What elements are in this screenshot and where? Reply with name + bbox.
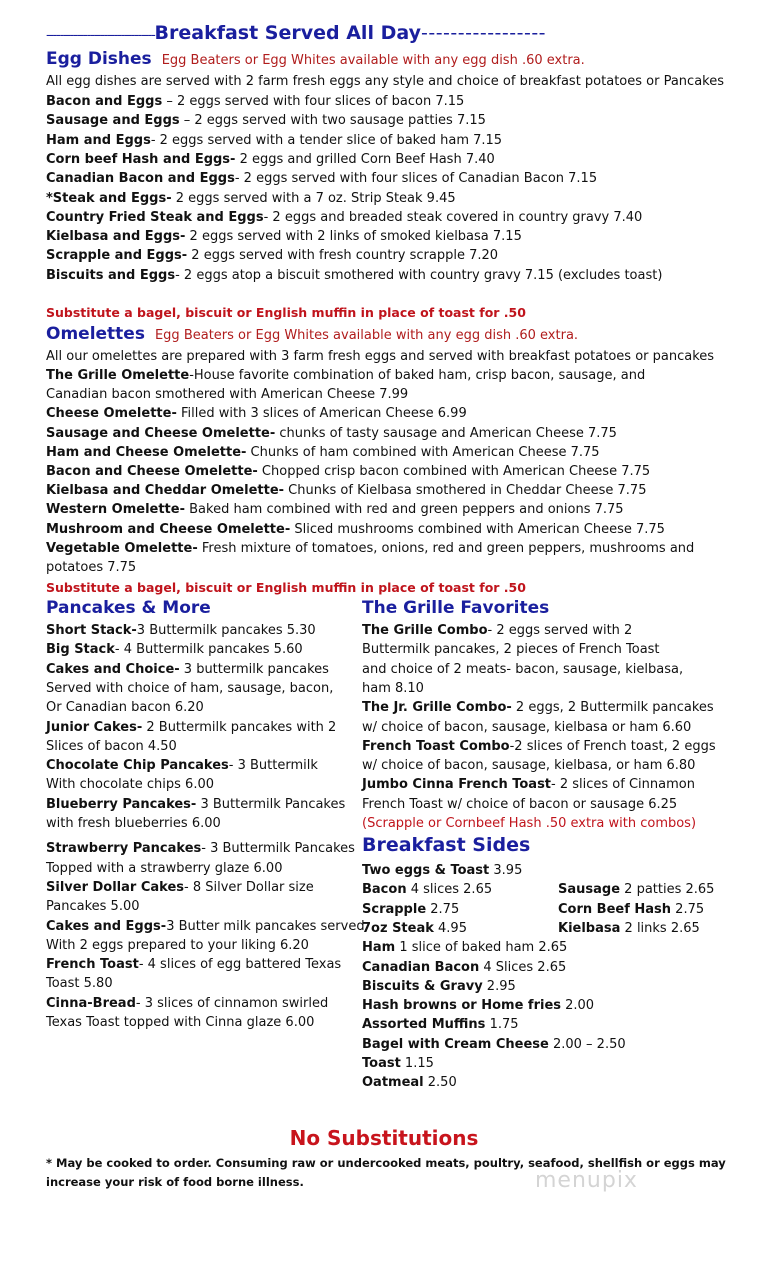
item-description: Chopped crisp bacon combined with American Cheese 7.75: [257, 464, 651, 479]
menu-item: [46, 227, 522, 246]
item-name: 7oz Steak: [362, 920, 434, 936]
menu-item: [46, 366, 645, 385]
item-name: Sausage and Cheese Omelette-: [46, 425, 276, 441]
section-title-egg-dishes: Egg Dishes: [46, 49, 152, 69]
item-description: With chocolate chips 6.00: [46, 777, 214, 793]
menu-item: [46, 189, 456, 208]
menu-item: [46, 246, 498, 265]
item-description: Toast 5.80: [46, 976, 113, 992]
item-name: French Toast Combo: [362, 738, 510, 754]
side-item: [362, 958, 566, 977]
item-description: Sliced mushrooms combined with American Cheese 7.75: [290, 521, 665, 537]
item-name: Kielbasa and Cheddar Omelette-: [46, 483, 285, 499]
title-text: Breakfast Served All Day: [154, 22, 421, 44]
menu-item-continued: [46, 558, 136, 577]
page-title: [46, 22, 726, 44]
egg-dishes-header: [46, 50, 585, 70]
side-item: [362, 880, 492, 899]
item-description: 4.95: [433, 920, 467, 936]
item-description: 4 Slices 2.65: [479, 959, 567, 975]
item-name: Jumbo Cinna French Toast: [362, 777, 552, 793]
menu-item: [46, 500, 624, 519]
menu-item-continued: [46, 1013, 314, 1032]
side-item: [362, 919, 467, 938]
menu-item: [46, 404, 467, 423]
egg-dishes-note: Egg Beaters or Egg Whites available with any egg dish .60 extra.: [161, 53, 585, 68]
item-description: 3 Buttermilk pancakes 5.30: [136, 623, 316, 638]
menu-item-continued: [362, 660, 683, 679]
item-name: Corn Beef Hash: [558, 901, 672, 917]
menu-item: [46, 131, 502, 150]
side-item: [362, 1035, 626, 1054]
menu-item-continued: [46, 814, 221, 833]
side-item: [558, 900, 704, 919]
section-title-breakfast-sides: Breakfast Sides: [362, 834, 531, 856]
menu-item: [46, 169, 597, 188]
item-description: 2 eggs served with 2 links of smoked kielbasa 7.15: [185, 229, 522, 245]
item-name: Sausage and Eggs: [46, 113, 180, 129]
item-name: *Steak and Eggs-: [46, 190, 172, 206]
menu-item-continued: [46, 936, 309, 955]
item-name: Chocolate Chip Pancakes: [46, 758, 229, 774]
menupix-watermark: menupix: [535, 1168, 638, 1193]
item-description: chunks of tasty sausage and American Cheese 7.75: [275, 425, 617, 441]
item-description: - 4 slices of egg battered Texas: [138, 957, 342, 973]
item-name: Western Omelette-: [46, 502, 185, 518]
item-name: Country Fried Steak and Eggs: [46, 209, 264, 225]
item-name: Canadian Bacon and Eggs: [46, 171, 235, 187]
item-description: 3 Butter milk pancakes served: [166, 918, 365, 934]
menu-item: [46, 150, 495, 169]
item-name: Oatmeal: [362, 1075, 424, 1091]
menu-item-continued: [362, 679, 424, 698]
item-description: Texas Toast topped with Cinna glaze 6.00: [46, 1015, 315, 1030]
item-description: Buttermilk pancakes, 2 pieces of French Toast: [362, 642, 660, 658]
omelettes-header: [46, 325, 578, 345]
item-name: The Jr. Grille Combo-: [362, 700, 512, 716]
side-item: [362, 861, 522, 880]
egg-dishes-intro: All egg dishes are served with 2 farm fresh eggs any style and choice of breakfast potatoes or Pancakes: [46, 74, 724, 89]
item-name: The Grille Combo: [362, 623, 488, 638]
title-dashes-left: --------------------------------: [46, 28, 155, 43]
menu-item: [46, 917, 365, 936]
item-name: French Toast: [46, 957, 139, 973]
item-description: 2.00 – 2.50: [548, 1036, 626, 1052]
menu-item-continued: [362, 795, 677, 814]
side-item: [558, 880, 714, 899]
item-description: - 2 eggs served with a tender slice of baked ham 7.15: [150, 132, 503, 148]
item-name: Cakes and Eggs-: [46, 918, 167, 934]
side-item: [362, 996, 594, 1015]
menu-item: [46, 208, 642, 227]
item-description: 2.75: [671, 901, 705, 917]
item-name: Canadian Bacon: [362, 959, 480, 975]
menu-item: [46, 839, 355, 858]
item-description: 2 Buttermilk pancakes with 2: [142, 719, 337, 735]
side-item: [362, 1073, 457, 1092]
menu-item: [362, 698, 714, 717]
item-description: With 2 eggs prepared to your liking 6.20: [46, 937, 309, 953]
item-name: Junior Cakes-: [46, 719, 143, 735]
item-description: Chunks of ham combined with American Cheese 7.75: [246, 444, 600, 460]
item-description: 1 slice of baked ham 2.65: [395, 940, 568, 956]
menu-item: [362, 775, 695, 794]
item-description: - 2 slices of Cinnamon: [551, 777, 695, 793]
item-name: Kielbasa and Eggs-: [46, 229, 186, 245]
item-name: Scrapple: [362, 901, 427, 917]
menu-item: [46, 878, 314, 897]
item-name: Biscuits and Eggs: [46, 267, 176, 283]
menu-item: [46, 443, 600, 462]
item-description: and choice of 2 meats- bacon, sausage, kielbasa,: [362, 661, 684, 677]
menu-item: [46, 640, 303, 659]
item-name: Cinna-Bread: [46, 995, 136, 1011]
item-description: 2 eggs, 2 Buttermilk pancakes: [511, 700, 714, 716]
item-description: - 2 eggs served with four slices of Canadian Bacon 7.15: [234, 171, 598, 187]
menu-item: [46, 424, 617, 443]
menu-item-continued: [46, 859, 282, 878]
item-description: 2.00: [561, 998, 595, 1014]
item-description: potatoes 7.75: [46, 560, 137, 575]
item-description: with fresh blueberries 6.00: [46, 816, 221, 831]
menu-item: [46, 621, 316, 640]
item-name: Bacon and Eggs: [46, 94, 163, 109]
item-description: - 3 Buttermilk: [228, 758, 318, 774]
item-description: -House favorite combination of baked ham, crisp bacon, sausage, and: [189, 368, 646, 383]
item-description: 2.95: [482, 978, 516, 994]
item-description: - 2 eggs and breaded steak covered in country gravy 7.40: [263, 209, 643, 225]
item-name: Biscuits & Gravy: [362, 978, 483, 994]
disclaimer-line-2: increase your risk of food borne illness.: [46, 1175, 304, 1189]
item-description: 2 eggs and grilled Corn Beef Hash 7.40: [235, 151, 495, 167]
item-name: Toast: [362, 1056, 401, 1071]
item-description: w/ choice of bacon, sausage, kielbasa or ham 6.60: [362, 719, 692, 735]
item-name: Silver Dollar Cakes: [46, 879, 185, 895]
disclaimer-line-1: * May be cooked to order. Consuming raw or undercooked meats, poultry, seafood, shellfish or eggs may: [46, 1156, 726, 1170]
item-description: - 3 Buttermilk Pancakes: [201, 841, 355, 857]
item-description: -2 slices of French toast, 2 eggs: [509, 738, 716, 754]
item-description: Topped with a strawberry glaze 6.00: [46, 860, 283, 876]
section-title-omelettes: Omelettes: [46, 324, 145, 344]
item-description: 2.50: [423, 1075, 457, 1091]
item-name: Big Stack: [46, 642, 115, 658]
side-item: [362, 1015, 519, 1034]
menu-item: [46, 955, 341, 974]
item-name: Bacon and Cheese Omelette-: [46, 464, 258, 479]
menu-item: [46, 718, 336, 737]
item-description: - 8 Silver Dollar size: [184, 879, 314, 895]
item-description: - 3 slices of cinnamon swirled: [135, 995, 329, 1011]
item-description: 4 slices 2.65: [406, 882, 493, 898]
item-description: ham 8.10: [362, 680, 424, 696]
side-item: [558, 919, 700, 938]
section-title-pancakes: Pancakes & More: [46, 598, 211, 618]
menu-item-continued: [362, 718, 691, 737]
item-name: Assorted Muffins: [362, 1017, 486, 1033]
item-name: The Grille Omelette: [46, 368, 190, 383]
item-name: Ham and Cheese Omelette-: [46, 444, 247, 460]
omelettes-intro: All our omelettes are prepared with 3 farm fresh eggs and served with breakfast potatoes or pancakes: [46, 349, 715, 364]
menu-item: [46, 111, 486, 130]
menu-item-continued: [46, 698, 204, 717]
item-description: Canadian bacon smothered with American Cheese 7.99: [46, 387, 409, 403]
menu-item-continued: [46, 974, 113, 993]
item-name: Bagel with Cream Cheese: [362, 1036, 549, 1052]
side-item: [362, 900, 459, 919]
item-description: 3 buttermilk pancakes: [179, 661, 329, 677]
side-item: [362, 938, 567, 957]
item-description: 3.95: [489, 863, 523, 878]
no-substitutions-heading: No Substitutions: [289, 1126, 479, 1150]
item-description: 2 eggs served with fresh country scrapple 7.20: [187, 248, 499, 264]
menu-item: [46, 994, 328, 1013]
item-description: - 2 eggs atop a biscuit smothered with country gravy 7.15 (excludes toast): [175, 267, 663, 283]
item-name: Bacon: [362, 882, 407, 898]
egg-dishes-substitute-note: Substitute a bagel, biscuit or English muffin in place of toast for .50: [46, 305, 526, 320]
item-description: Chunks of Kielbasa smothered in Cheddar Cheese 7.75: [284, 483, 647, 499]
menu-item: [46, 481, 646, 500]
item-name: Scrapple and Eggs-: [46, 248, 188, 264]
item-name: Strawberry Pancakes: [46, 841, 202, 857]
item-description: w/ choice of bacon, sausage, kielbasa, or ham 6.80: [362, 758, 696, 774]
sides-header: [362, 836, 530, 857]
grille-favorites-header: [362, 599, 549, 619]
side-item: [362, 977, 516, 996]
menu-item: [46, 92, 464, 111]
item-name: Ham and Eggs: [46, 132, 151, 148]
item-description: 2 eggs served with a 7 oz. Strip Steak 9.45: [171, 190, 456, 206]
menu-item: [46, 520, 665, 539]
omelettes-substitute-note: Substitute a bagel, biscuit or English muffin in place of toast for .50: [46, 580, 526, 595]
menu-item-continued: [46, 775, 214, 794]
menu-item-continued: [46, 679, 333, 698]
item-description: - 4 Buttermilk pancakes 5.60: [114, 642, 303, 658]
item-description: 2 links 2.65: [620, 920, 700, 936]
item-description: 3 Buttermilk Pancakes: [196, 796, 346, 812]
item-description: 1.15: [400, 1056, 434, 1071]
item-name: Kielbasa: [558, 920, 621, 936]
item-name: Cakes and Choice-: [46, 661, 180, 677]
item-name: Cheese Omelette-: [46, 406, 177, 422]
side-item: [362, 1054, 434, 1073]
item-name: Two eggs & Toast: [362, 863, 490, 878]
item-name: Short Stack-: [46, 623, 137, 638]
item-description: - 2 eggs served with 2: [487, 623, 633, 638]
menu-item-continued: [46, 385, 408, 404]
menu-item-continued: [46, 897, 140, 916]
item-name: Sausage: [558, 882, 621, 898]
item-description: Slices of bacon 4.50: [46, 738, 177, 754]
menu-item: [362, 737, 716, 756]
item-description: 2 patties 2.65: [620, 882, 715, 898]
item-description: Or Canadian bacon 6.20: [46, 700, 204, 716]
item-description: Served with choice of ham, sausage, bacon,: [46, 680, 334, 696]
item-description: French Toast w/ choice of bacon or sausage 6.25: [362, 796, 678, 812]
title-dashes-right: -----------------: [420, 22, 547, 44]
menu-item: [46, 539, 694, 558]
menu-item: [46, 266, 662, 285]
section-title-grille-favorites: The Grille Favorites: [362, 598, 550, 618]
menu-item: [46, 756, 318, 775]
menu-item-continued: [362, 640, 660, 659]
item-description: Baked ham combined with red and green peppers and onions 7.75: [184, 502, 624, 518]
item-name: Vegetable Omelette-: [46, 540, 198, 556]
item-description: Filled with 3 slices of American Cheese 6.99: [176, 406, 467, 422]
menu-item: [46, 660, 329, 679]
menu-item: [362, 621, 632, 640]
item-name: Corn beef Hash and Eggs-: [46, 151, 236, 167]
item-name: Mushroom and Cheese Omelette-: [46, 521, 291, 537]
item-name: Blueberry Pancakes-: [46, 796, 197, 812]
item-description: 2.75: [426, 901, 460, 917]
omelettes-note: Egg Beaters or Egg Whites available with any egg dish .60 extra.: [154, 328, 579, 343]
item-description: Pancakes 5.00: [46, 899, 140, 915]
item-description: 1.75: [485, 1017, 519, 1033]
item-description: – 2 eggs served with two sausage patties 7.15: [179, 113, 486, 129]
menu-item-continued: [362, 756, 695, 775]
pancakes-header: [46, 599, 211, 619]
grille-favorites-note: (Scrapple or Cornbeef Hash .50 extra with combos): [362, 816, 697, 831]
menu-item: [46, 795, 345, 814]
item-name: Ham: [362, 940, 396, 956]
item-description: – 2 eggs served with four slices of bacon 7.15: [162, 94, 465, 109]
menu-item: [46, 462, 650, 481]
menu-item-continued: [46, 737, 177, 756]
item-description: Fresh mixture of tomatoes, onions, red and green peppers, mushrooms and: [197, 540, 695, 556]
item-name: Hash browns or Home fries: [362, 998, 561, 1014]
